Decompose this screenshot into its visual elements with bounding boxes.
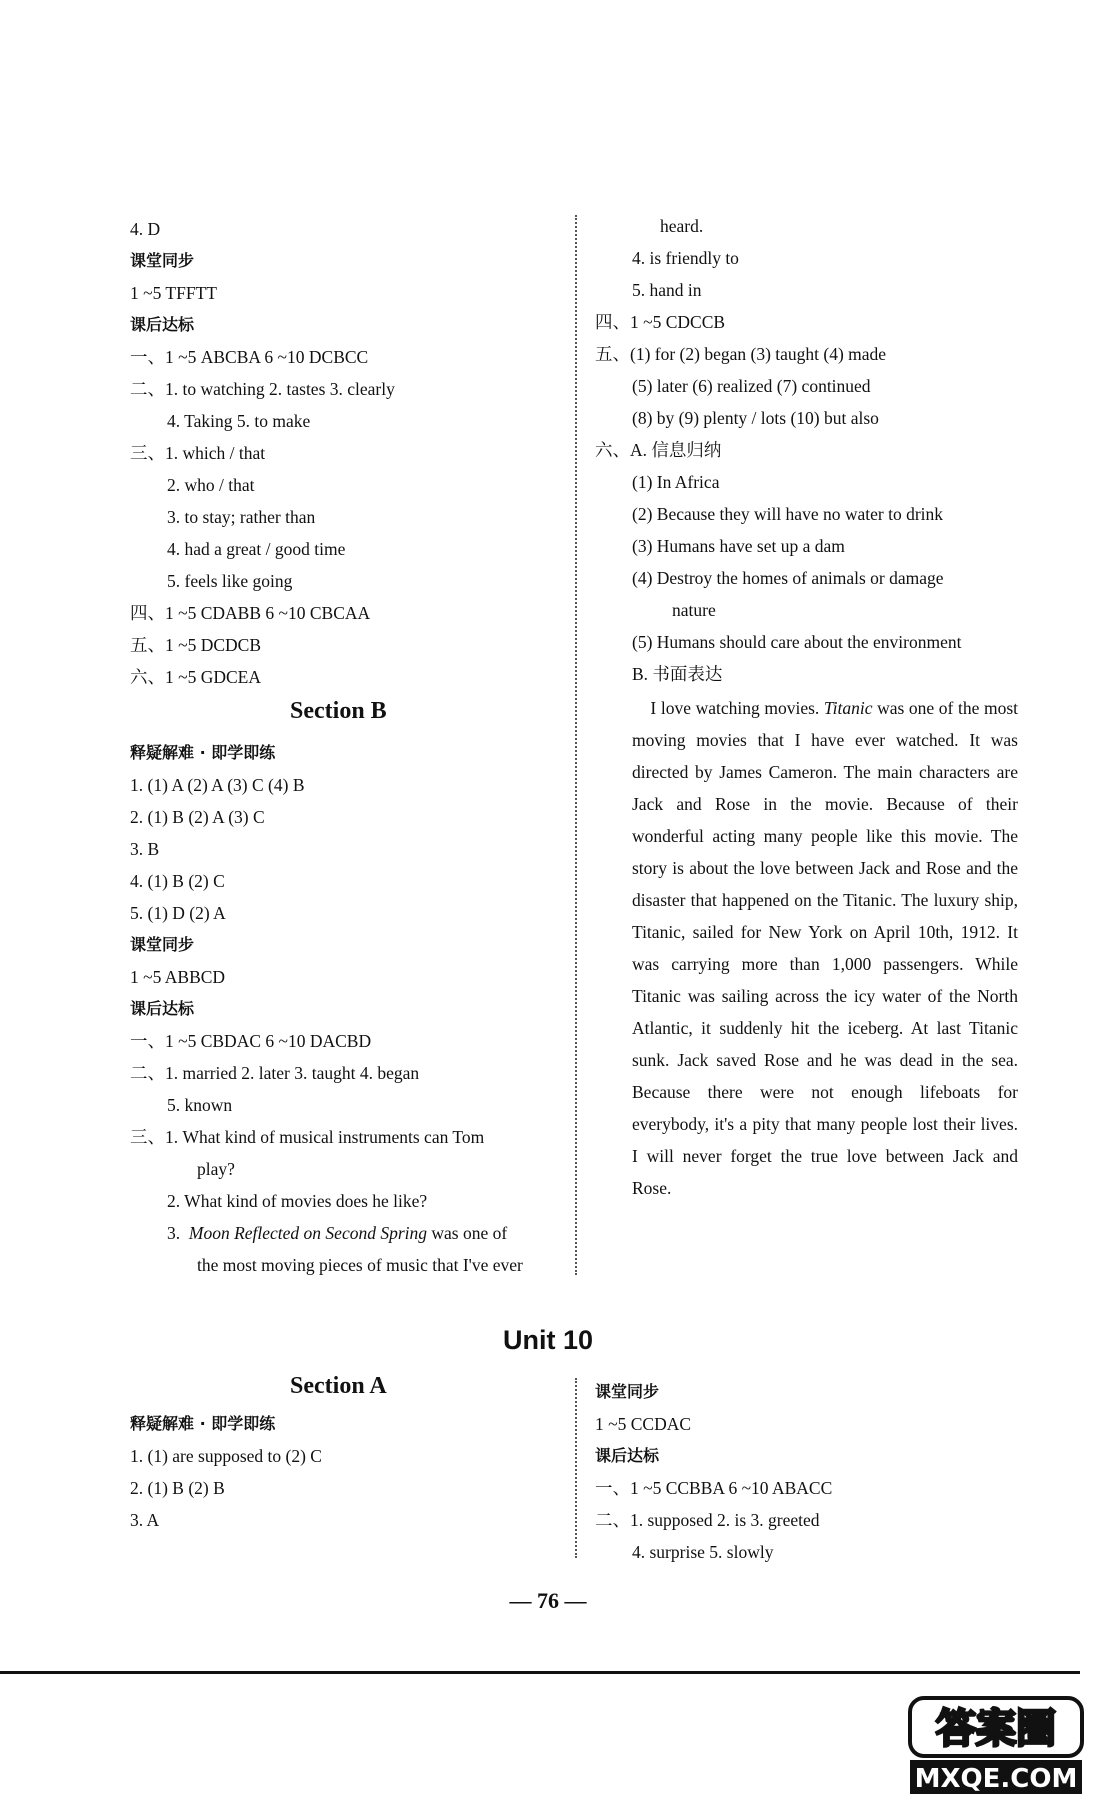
answer-line: 4. surprise 5. slowly <box>632 1542 774 1562</box>
answer-line: 5. hand in <box>632 280 702 300</box>
answer-line: 2. (1) B (2) B <box>130 1478 225 1498</box>
answer-line: play? <box>197 1159 235 1179</box>
answer-line: 四、1 ~5 CDABB 6 ~10 CBCAA <box>130 603 371 623</box>
answer-line: 二、1. supposed 2. is 3. greeted <box>595 1510 820 1530</box>
answer-line: 5. (1) D (2) A <box>130 903 226 923</box>
answer-line: 三、1. What kind of musical instruments can Tom <box>130 1127 485 1147</box>
subsection-heading: 课堂同步 <box>130 251 195 270</box>
unit-title: Unit 10 <box>502 1325 594 1355</box>
answer-line: (2) Because they will have no water to drink <box>632 504 944 524</box>
svg-text:MXQE.COM: MXQE.COM <box>914 1764 1078 1794</box>
answer-line: 4. is friendly to <box>632 248 739 268</box>
answer-line: (5) later (6) realized (7) continued <box>632 376 871 396</box>
answer-line: 三、1. which / that <box>130 443 266 463</box>
italic-title: Moon Reflected on Second Spring <box>188 1223 428 1243</box>
answer-line: 一、1 ~5 CBDAC 6 ~10 DACBD <box>130 1031 372 1051</box>
answer-line: 六、A. 信息归纳 <box>595 440 722 460</box>
answer-line: 五、1 ~5 DCDCB <box>130 635 262 655</box>
subsection-heading: 课后达标 <box>130 999 195 1018</box>
subsection-heading: 课后达标 <box>130 315 195 334</box>
svg-text:答案圈: 答案圈 <box>936 1706 1056 1752</box>
essay-paragraph <box>632 692 1018 1204</box>
answer-line: 一、1 ~5 ABCBA 6 ~10 DCBCC <box>130 347 369 367</box>
bottom-rule <box>0 1671 1080 1674</box>
answer-line: 5. known <box>167 1095 233 1115</box>
essay-lead: I love watching movies. <box>650 698 824 718</box>
answer-line: 五、(1) for (2) began (3) taught (4) made <box>595 344 887 364</box>
answer-line: 4. D <box>130 219 161 239</box>
answer-line: 1 ~5 ABBCD <box>130 967 226 987</box>
answer-line: 2. (1) B (2) A (3) C <box>130 807 265 827</box>
answer-line: 4. Taking 5. to make <box>167 411 311 431</box>
answer-line: (1) In Africa <box>632 472 720 492</box>
section-b-heading: Section B <box>290 698 387 724</box>
watermark-logo <box>906 1694 1086 1798</box>
answer-line: 1 ~5 TFFTT <box>130 283 217 303</box>
answer-line: 2. who / that <box>167 475 255 495</box>
answer-line: 1 ~5 CCDAC <box>595 1414 692 1434</box>
answer-line: (5) Humans should care about the environment <box>632 632 962 652</box>
answer-line: 1. (1) are supposed to (2) C <box>130 1446 322 1466</box>
answer-line: 4. had a great / good time <box>167 539 346 559</box>
answer-line: 3. B <box>130 839 160 859</box>
answer-line: 二、1. to watching 2. tastes 3. clearly <box>130 379 395 399</box>
answer-line: 1. (1) A (2) A (3) C (4) B <box>130 775 305 795</box>
answer-line: 二、1. married 2. later 3. taught 4. began <box>130 1063 420 1083</box>
answer-line: 3. to stay; rather than <box>167 507 316 527</box>
answer-line: 3. A <box>130 1510 160 1530</box>
subsection-heading: 课堂同步 <box>130 935 195 954</box>
subsection-heading: 课堂同步 <box>595 1382 660 1401</box>
column-divider <box>575 1378 577 1558</box>
answer-line: 4. (1) B (2) C <box>130 871 225 891</box>
answer-text: was one of <box>427 1223 508 1243</box>
page-number: — 76 — <box>509 1588 587 1613</box>
answer-line: 3. Moon Reflected on Second Spring was one of <box>167 1223 508 1243</box>
subsection-heading: 释疑解难 · 即学即练 <box>130 1414 276 1433</box>
answer-line: (3) Humans have set up a dam <box>632 536 845 556</box>
answer-line: heard. <box>660 216 704 236</box>
answer-line: 一、1 ~5 CCBBA 6 ~10 ABACC <box>595 1478 833 1498</box>
answer-line: nature <box>672 600 716 620</box>
answer-line: 5. feels like going <box>167 571 293 591</box>
subsection-heading: 课后达标 <box>595 1446 660 1465</box>
answer-line: B. 书面表达 <box>632 664 723 684</box>
answer-line: 四、1 ~5 CDCCB <box>595 312 726 332</box>
answer-line: (4) Destroy the homes of animals or damage <box>632 568 944 588</box>
section-a-heading: Section A <box>290 1373 387 1399</box>
subsection-heading: 释疑解难 · 即学即练 <box>130 743 276 762</box>
answer-line: 六、1 ~5 GDCEA <box>130 667 261 687</box>
column-divider <box>575 215 577 1275</box>
essay-body: was one of the most moving movies that I have ever watched. It was directed by James Cameron. The main characters are Jack and Rose in the movie. Because of their wonderful acting many people like this movie. The story is about the love between Jack and Rose and the disaster that happened on the Titanic. The luxury ship, Titanic, sailed for New York on April 10th, 1912. It was carrying more than 1,000 passengers. While Titanic was sailing across the icy water of the North Atlantic, it suddenly hit the iceberg. At last Titanic sunk. Jack saved Rose and he was dead in the sea. Because there were not enough lifeboats for everybody, it's a pity that many people lost their lives. I will never forget the true love between Jack and Rose. <box>632 698 1018 1198</box>
answer-line: (8) by (9) plenty / lots (10) but also <box>632 408 879 428</box>
answer-line: 2. What kind of movies does he like? <box>167 1191 428 1211</box>
essay-italic-title: Titanic <box>823 698 873 718</box>
answer-line: the most moving pieces of music that I've ever <box>197 1255 523 1275</box>
